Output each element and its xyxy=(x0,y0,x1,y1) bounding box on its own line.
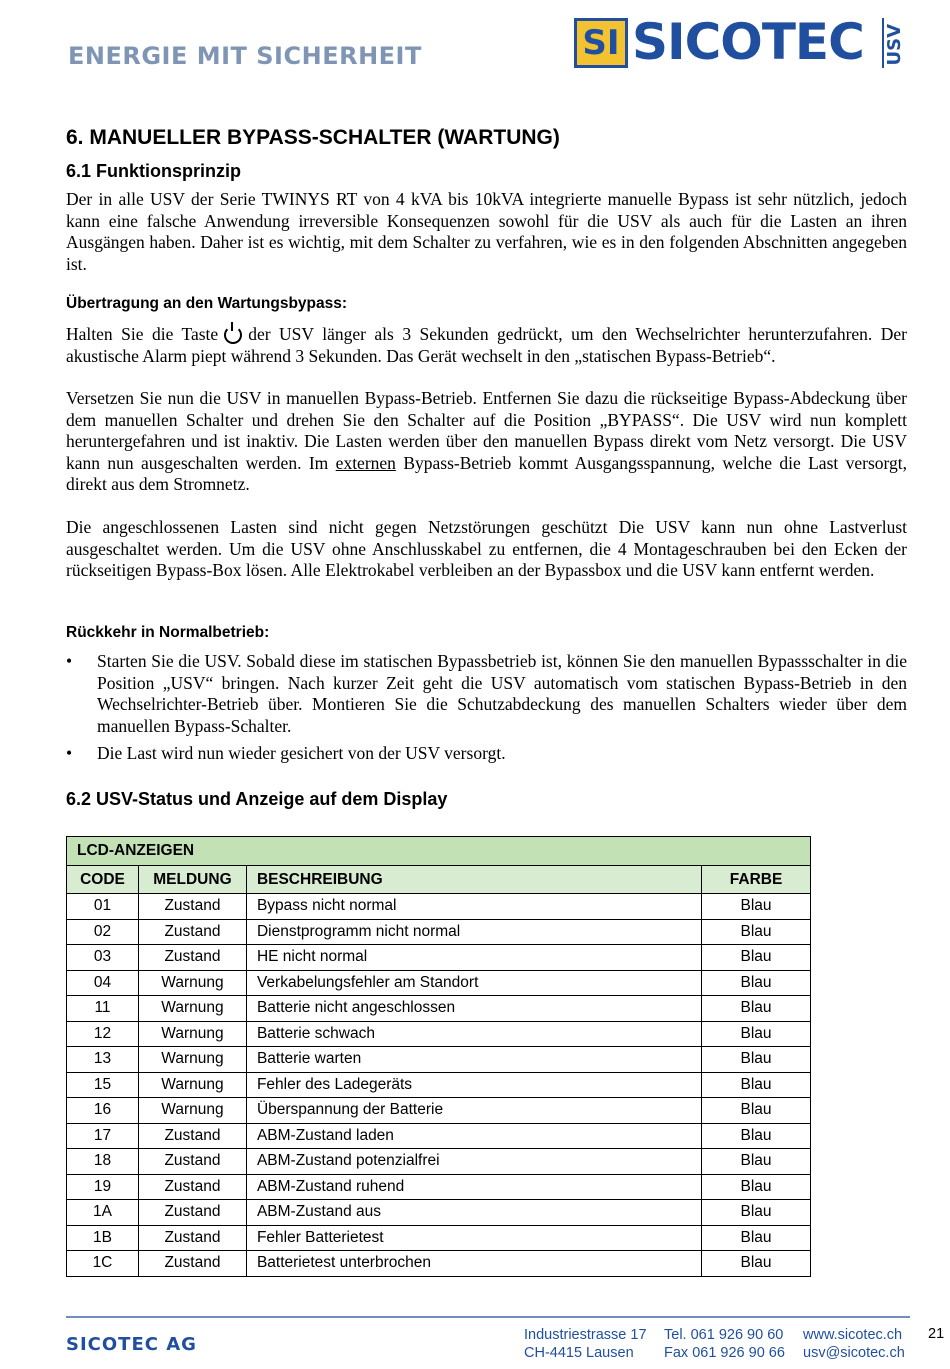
cell-description: Bypass nicht normal xyxy=(246,894,701,920)
table-row xyxy=(67,894,811,920)
cell-description: Batterie warten xyxy=(246,1047,701,1073)
cell-message: Zustand xyxy=(138,1174,246,1200)
cell-code: 15 xyxy=(67,1072,139,1098)
cell-message: Zustand xyxy=(138,919,246,945)
cell-code: 1A xyxy=(67,1200,139,1226)
footer-phone: Tel. 061 926 90 60 xyxy=(664,1327,784,1343)
cell-code: 16 xyxy=(67,1098,139,1124)
column-header-message: MELDUNG xyxy=(138,866,246,894)
table-row xyxy=(67,945,811,971)
cell-color: Blau xyxy=(702,1098,811,1124)
cell-color: Blau xyxy=(702,894,811,920)
sicotec-logo xyxy=(574,13,910,72)
cell-color: Blau xyxy=(702,1174,811,1200)
cell-code: 13 xyxy=(67,1047,139,1073)
header-tagline: ENERGIE MIT SICHERHEIT xyxy=(68,42,422,70)
table-body xyxy=(67,894,811,1277)
cell-color: Blau xyxy=(702,1225,811,1251)
footer-company-name: SICOTEC AG xyxy=(66,1334,197,1355)
power-button-icon xyxy=(224,326,242,344)
cell-description: ABM-Zustand laden xyxy=(246,1123,701,1149)
cell-message: Zustand xyxy=(138,945,246,971)
cell-code: 12 xyxy=(67,1021,139,1047)
cell-code: 18 xyxy=(67,1149,139,1175)
page-number: 21 xyxy=(928,1326,945,1342)
cell-code: 1C xyxy=(67,1251,139,1277)
cell-code: 01 xyxy=(67,894,139,920)
cell-message: Zustand xyxy=(138,1225,246,1251)
cell-description: ABM-Zustand ruhend xyxy=(246,1174,701,1200)
cell-color: Blau xyxy=(702,1123,811,1149)
column-header-color: FARBE xyxy=(702,866,811,894)
cell-description: Dienstprogramm nicht normal xyxy=(246,919,701,945)
cell-message: Warnung xyxy=(138,1072,246,1098)
cell-color: Blau xyxy=(702,1021,811,1047)
footer-divider xyxy=(66,1316,910,1318)
cell-message: Warnung xyxy=(138,996,246,1022)
cell-message: Warnung xyxy=(138,970,246,996)
column-header-description: BESCHREIBUNG xyxy=(246,866,701,894)
table-row xyxy=(67,1149,811,1175)
table-row xyxy=(67,1174,811,1200)
cell-message: Zustand xyxy=(138,894,246,920)
cell-code: 11 xyxy=(67,996,139,1022)
footer-email-link[interactable]: usv@sicotec.ch xyxy=(803,1345,905,1361)
footer-website-link[interactable]: www.sicotec.ch xyxy=(803,1327,903,1343)
list-item: • Starten Sie die USV. Sobald diese im statischen Bypassbetrieb ist, können Sie den manuellen Bypassschalter in die Position „USV“ bringen. Nach kurzer Zeit geht die USV automatisch vom statischen Bypass-Betrieb in den Wechselrichter-Betrieb über. Montieren Sie die Schutzabdeckung des manuellen Schalters wieder über dem manuellen Bypass-Schalter. xyxy=(66,651,907,737)
column-header-code: CODE xyxy=(67,866,139,894)
cell-color: Blau xyxy=(702,970,811,996)
cell-code: 17 xyxy=(67,1123,139,1149)
table-row xyxy=(67,1072,811,1098)
footer-city: CH-4415 Lausen xyxy=(524,1345,634,1361)
cell-message: Zustand xyxy=(138,1251,246,1277)
section-title: 6. MANUELLER BYPASS-SCHALTER (WARTUNG) xyxy=(66,126,560,149)
subsection-title-6-1: 6.1 Funktionsprinzip xyxy=(66,161,242,181)
paragraph-functional-principle: Der in alle USV der Serie TWINYS RT von 4 kVA bis 10kVA integrierte manuelle Bypass ist sehr nützlich, jedoch kann eine falsche Anwendung irreversible Konsequenzen sowohl für die USV als auch für die Lasten an ihren Ausgängen haben. Daher ist es wichtig, mit dem Schalter zu verfahren, wie es in den folgenden Abschnitten angegeben ist. xyxy=(66,189,907,274)
cell-description: Batterie schwach xyxy=(246,1021,701,1047)
cell-color: Blau xyxy=(702,945,811,971)
heading-return-normal-operation: Rückkehr in Normalbetrieb: xyxy=(66,624,270,641)
cell-message: Warnung xyxy=(138,1021,246,1047)
table-row xyxy=(67,1251,811,1277)
cell-code: 02 xyxy=(67,919,139,945)
cell-description: Fehler des Ladegeräts xyxy=(246,1072,701,1098)
logo-wordmark: SICOTEC xyxy=(632,13,864,71)
table-row xyxy=(67,1200,811,1226)
table-row xyxy=(67,1047,811,1073)
underlined-word: externen xyxy=(335,452,396,473)
table-row xyxy=(67,1021,811,1047)
footer-fax: Fax 061 926 90 66 xyxy=(664,1345,785,1361)
cell-description: Überspannung der Batterie xyxy=(246,1098,701,1124)
table-row xyxy=(67,919,811,945)
lcd-display-table xyxy=(66,836,811,1277)
cell-code: 04 xyxy=(67,970,139,996)
cell-message: Warnung xyxy=(138,1047,246,1073)
cell-message: Zustand xyxy=(138,1123,246,1149)
table-row xyxy=(67,1123,811,1149)
cell-color: Blau xyxy=(702,1072,811,1098)
paragraph-transfer-step-3: Die angeschlossenen Lasten sind nicht gegen Netzstörungen geschützt Die USV kann nun ohne Lastverlust ausgeschaltet werden. Um die USV ohne Anschlusskabel zu entfernen, die 4 Montageschrauben bei den Ecken der rückseitigen Bypass-Box lösen. Alle Elektrokabel verbleiben an der Bypassbox und die USV kann entfernt werden. xyxy=(66,517,907,580)
cell-color: Blau xyxy=(702,1047,811,1073)
cell-color: Blau xyxy=(702,919,811,945)
cell-code: 1B xyxy=(67,1225,139,1251)
cell-description: Verkabelungsfehler am Standort xyxy=(246,970,701,996)
cell-description: HE nicht normal xyxy=(246,945,701,971)
cell-description: Fehler Batterietest xyxy=(246,1225,701,1251)
cell-color: Blau xyxy=(702,996,811,1022)
logo-subtitle: USV xyxy=(884,24,905,66)
cell-description: Batterietest unterbrochen xyxy=(246,1251,701,1277)
table-row xyxy=(67,1098,811,1124)
cell-message: Warnung xyxy=(138,1098,246,1124)
footer-contact xyxy=(524,1326,905,1362)
table-row xyxy=(67,1225,811,1251)
list-item: • Die Last wird nun wieder gesichert von der USV versorgt. xyxy=(66,743,907,765)
cell-description: ABM-Zustand aus xyxy=(246,1200,701,1226)
cell-message: Zustand xyxy=(138,1200,246,1226)
cell-color: Blau xyxy=(702,1200,811,1226)
subsection-title-6-2: 6.2 USV-Status und Anzeige auf dem Display xyxy=(66,789,448,809)
cell-description: ABM-Zustand potenzialfrei xyxy=(246,1149,701,1175)
paragraph-transfer-step-1: Halten Sie die Taste der USV länger als 3 Sekunden gedrückt, um den Wechselrichter herunterzufahren. Der akustische Alarm piept während 3 Sekunden. Das Gerät wechselt in den „statischen Bypass-Betrieb“. xyxy=(66,324,907,366)
table-title: LCD-ANZEIGEN xyxy=(67,837,811,866)
heading-transfer-maintenance-bypass: Übertragung an den Wartungsbypass: xyxy=(66,295,348,312)
cell-message: Zustand xyxy=(138,1149,246,1175)
table-row xyxy=(67,996,811,1022)
paragraph-transfer-step-2: Versetzen Sie nun die USV in manuellen Bypass-Betrieb. Entfernen Sie dazu die rückseitige Bypass-Abdeckung über dem manuellen Schalter und drehen Sie den Schalter auf die Position „BYPASS“. Die USV wird nun komplett heruntergefahren und ist inaktiv. Die Lasten werden über den manuellen Bypass direkt vom Netz versorgt. Die USV kann nun ausgeschalten werden. Im externen Bypass-Betrieb kommt Ausgangsspannung, welche die Last versorgt, direkt aus dem Stromnetz. xyxy=(66,388,908,494)
cell-code: 19 xyxy=(67,1174,139,1200)
cell-color: Blau xyxy=(702,1251,811,1277)
footer-street: Industriestrasse 17 xyxy=(524,1327,647,1343)
cell-description: Batterie nicht angeschlossen xyxy=(246,996,701,1022)
cell-code: 03 xyxy=(67,945,139,971)
return-steps-list xyxy=(66,651,907,771)
table-row xyxy=(67,970,811,996)
logo-mark: SI xyxy=(574,18,628,68)
cell-color: Blau xyxy=(702,1149,811,1175)
